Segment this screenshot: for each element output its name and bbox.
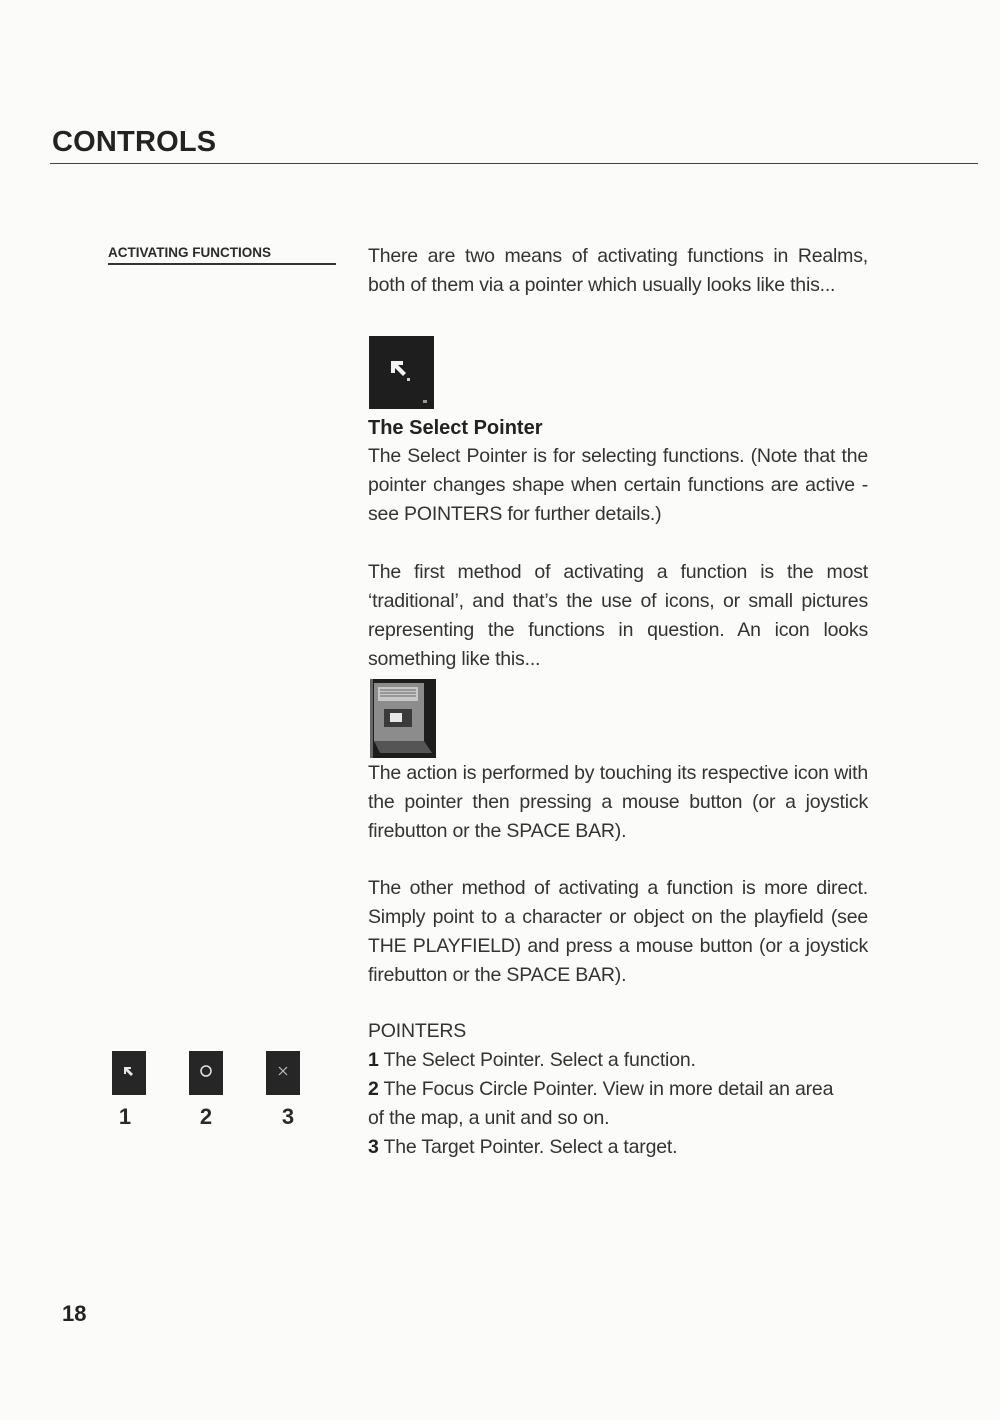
select-pointer-illustration [369,336,434,409]
icon-illustration [370,679,436,758]
list-item-number: 2 [368,1078,379,1100]
focus-circle-icon [189,1051,223,1095]
select-pointer-paragraph: The Select Pointer is for selecting functions. (Note that the pointer changes shape when certain functions are active - see POINTERS for further details.) [368,445,868,525]
section-label: ACTIVATING FUNCTIONS [108,245,336,265]
list-item-number: 1 [368,1049,379,1071]
list-item [368,1075,868,1104]
pointers-list [368,1017,868,1162]
list-item-text: The Select Pointer. Select a function. [383,1049,696,1071]
select-pointer-heading: The Select Pointer [368,417,543,439]
arrow-pointer-icon [369,336,434,409]
list-item-text: The Target Pointer. Select a target. [383,1136,678,1158]
list-item-text: The Focus Circle Pointer. View in more detail an area [383,1078,834,1100]
action-paragraph: The action is performed by touching its respective icon with the pointer then pressing a mouse button (or a joystick firebutton or the SPACE BAR). [368,762,868,842]
other-method-paragraph: The other method of activating a function is more direct. Simply point to a character or object on the playfield (see THE PLAYFIELD) and press a mouse button (or a joystick firebutton or the SPACE BAR). [368,877,868,986]
list-item [368,1046,868,1075]
first-method-paragraph: The first method of activating a function is the most ‘traditional’, and that’s the use of icons, or small pictures representing the functions in question. An icon looks something like this... [368,561,868,670]
list-item-continuation: of the map, a unit and so on. [368,1107,610,1129]
page-number: 18 [62,1301,87,1326]
list-item [368,1133,868,1162]
icon-label-2: 2 [199,1104,213,1129]
pointers-heading: POINTERS [368,1020,467,1042]
title-divider [50,163,978,164]
intro-paragraph: There are two means of activating functions in Realms, both of them via a pointer which usually looks like this... [368,245,868,296]
select-pointer-icon [112,1051,146,1095]
icon-label-1: 1 [118,1104,132,1129]
page-title: CONTROLS [52,126,217,158]
floppy-disk-icon [370,679,436,758]
list-item-number: 3 [368,1136,379,1158]
icon-label-3: 3 [281,1104,295,1129]
target-cross-icon [266,1051,300,1095]
